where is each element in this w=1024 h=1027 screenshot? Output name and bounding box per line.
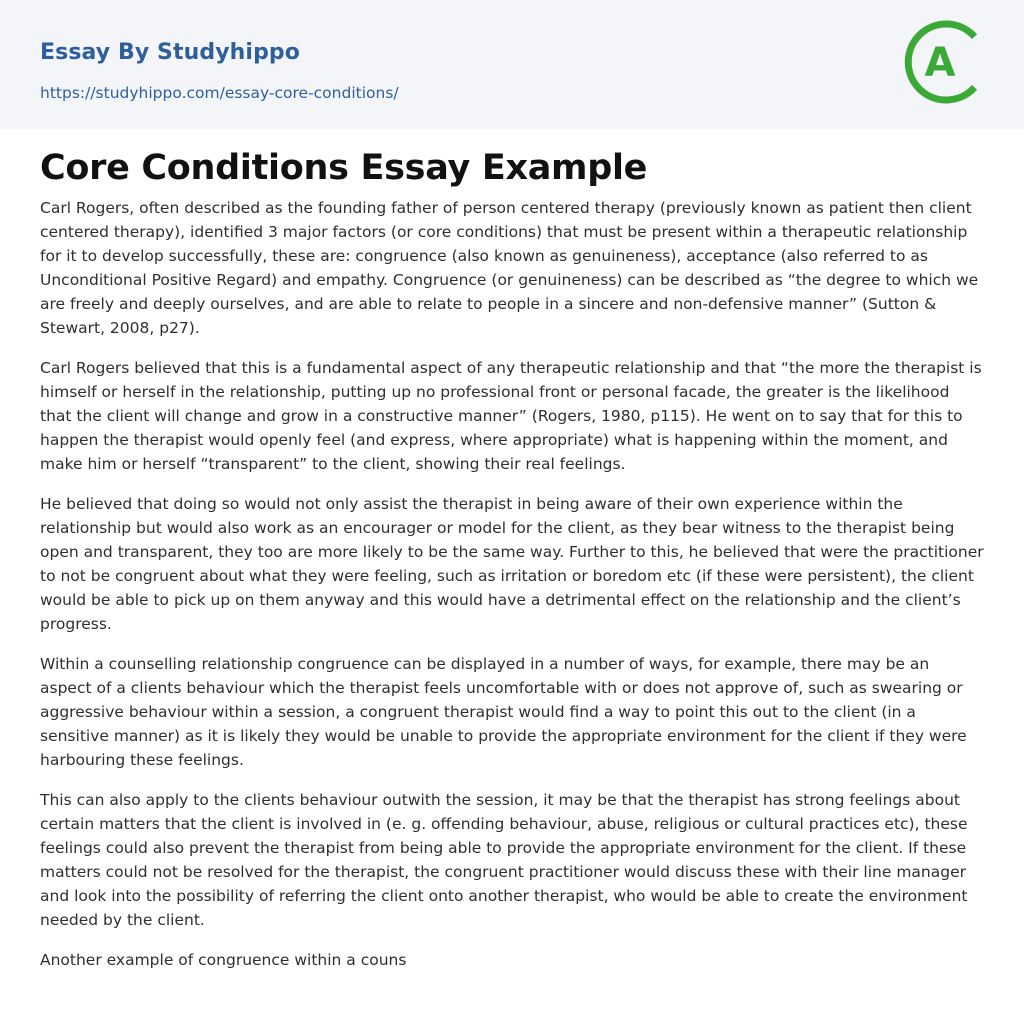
paragraph-6-truncated: Another example of congruence within a couns [40,951,407,969]
logo-letter: A [924,40,956,86]
paragraph-3: He believed that doing so would not only assist the therapist in being aware of their own experience within the relationship but would also work as an encourager or model for the client, as they bear witness to the therapist being open and transparent, they too are more likely to be the same way. Further to this, he believed that were the practitioner to not be congruent about what they were feeling, such as irritation or boredom etc (if these were persistent), the client would be able to pick up on them anyway and this would have a detrimental effect on the relationship and the client’s progress. [40,495,984,633]
page-url-link[interactable]: https://studyhippo.com/essay-core-conditions/ [40,84,399,102]
article [40,140,984,988]
paragraph-1: Carl Rogers, often described as the founding father of person centered therapy (previously known as patient then client centered therapy), identified 3 major factors (or core conditions) that must be present within a therapeutic relationship for it to develop successfully, these are: congruence (also known as genuineness), acceptance (also referred to as Unconditional Positive Regard) and empathy. Congruence (or genuineness) can be described as “the degree to which we are freely and deeply ourselves, and are able to relate to people in a sincere and non-defensive manner” (Sutton & Stewart, 2008, p27). [40,199,979,337]
site-header [0,0,1024,129]
studyhippo-logo-icon[interactable] [900,18,988,106]
page-title: Core Conditions Essay Example [40,148,648,188]
site-brand[interactable]: Essay By Studyhippo [40,40,300,65]
paragraph-5: This can also apply to the clients behaviour outwith the session, it may be that the therapist has strong feelings about certain matters that the client is involved in (e. g. offending behaviour, abuse, religious or cultural practices etc), these feelings could also prevent the therapist from being able to provide the appropriate environment for the client. If these matters could not be resolved for the therapist, the congruent practitioner would discuss these with their line manager and look into the possibility of referring the client onto another therapist, who would be able to create the environment needed by the client. [40,791,968,929]
paragraph-4: Within a counselling relationship congruence can be displayed in a number of ways, for example, there may be an aspect of a clients behaviour which the therapist feels uncomfortable with or does not approve of, such as swearing or aggressive behaviour within a session, a congruent therapist would find a way to point this out to the client (in a sensitive manner) as it is likely they would be unable to provide the appropriate environment for the client if they were harbouring these feelings. [40,655,967,769]
paragraph-2: Carl Rogers believed that this is a fundamental aspect of any therapeutic relationship and that “the more the therapist is himself or herself in the relationship, putting up no professional front or personal facade, the greater is the likelihood that the client will change and grow in a constructive manner” (Rogers, 1980, p115). He went on to say that for this to happen the therapist would openly feel (and express, where appropriate) what is happening within the moment, and make him or herself “transparent” to the client, showing their real feelings. [40,359,982,473]
